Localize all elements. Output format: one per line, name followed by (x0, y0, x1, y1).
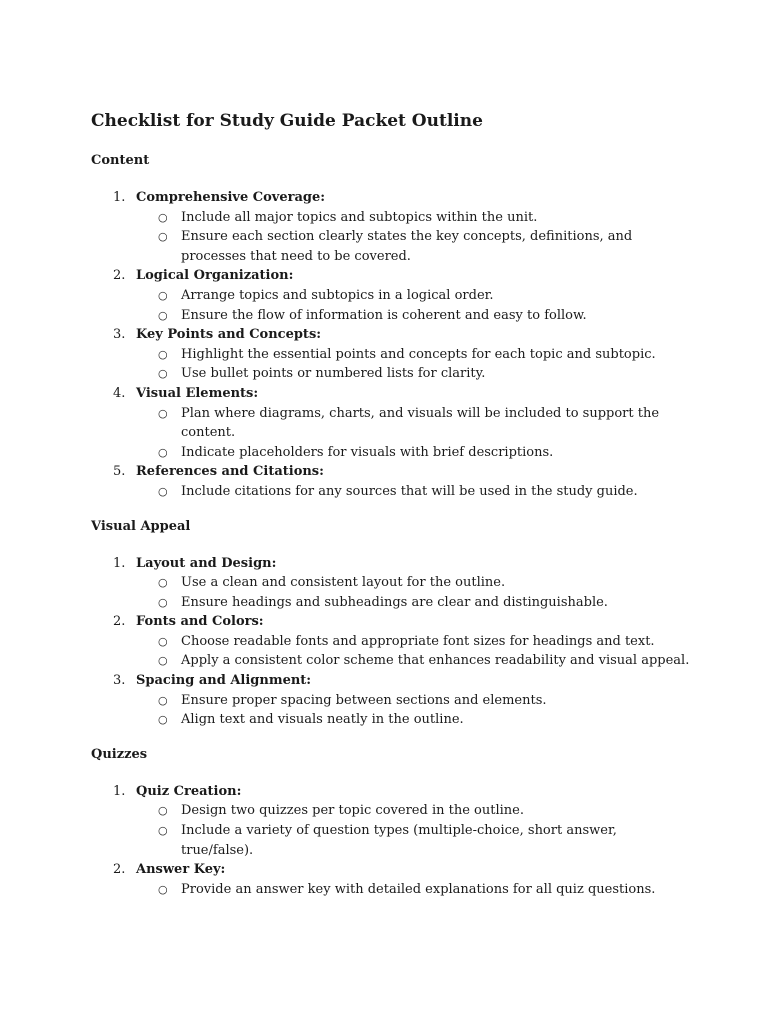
sub-list-item (136, 632, 691, 652)
item-number: 4. (113, 385, 126, 401)
sub-list-item (136, 710, 691, 730)
sub-item-text: Highlight the essential points and concepts for each topic and subtopic. (181, 346, 656, 362)
item-number: 5. (113, 464, 126, 480)
sub-list-item (136, 880, 691, 900)
item-number: 1. (113, 190, 126, 205)
document-title: Checklist for Study Guide Packet Outline (91, 111, 483, 131)
sub-item-text: Choose readable fonts and appropriate font sizes for headings and text. (181, 633, 655, 649)
sub-item-text: Arrange topics and subtopics in a logical order. (181, 287, 494, 303)
sub-list (136, 573, 691, 612)
list-item (91, 612, 691, 671)
sub-item-text: Include citations for any sources that will be used in the study guide. (181, 483, 638, 499)
item-title: Quiz Creation: (136, 783, 242, 799)
sub-list-item (136, 364, 691, 384)
item-number: 1. (113, 783, 126, 799)
item-title: Fonts and Colors: (136, 614, 264, 630)
item-title: Key Points and Concepts: (136, 327, 322, 343)
item-number: 2. (113, 268, 126, 284)
sub-list (136, 801, 691, 860)
sub-list-item (136, 286, 691, 306)
item-number: 1. (113, 555, 126, 571)
item-number: 2. (113, 614, 126, 630)
sub-item-text: Include a variety of question types (multiple-choice, short answer, true/false). (181, 823, 617, 858)
numbered-list (91, 188, 691, 502)
sub-list (136, 880, 691, 900)
item-title: Answer Key: (136, 862, 226, 878)
circle-bullet-icon: ○ (158, 445, 168, 459)
sub-item-text: Provide an answer key with detailed explanations for all quiz questions. (181, 881, 656, 897)
sub-item-text: Ensure the flow of information is coherent and easy to follow. (181, 307, 587, 323)
list-item (91, 188, 691, 266)
list-item (91, 384, 691, 462)
sub-list-item (136, 306, 691, 326)
sub-list (136, 632, 691, 671)
sub-item-text: Use a clean and consistent layout for the outline. (181, 575, 506, 591)
item-number: 3. (113, 327, 126, 343)
sub-list-item (136, 801, 691, 821)
item-title: Visual Elements: (136, 385, 259, 401)
sub-list-item (136, 404, 691, 443)
list-item (91, 671, 691, 730)
sub-list-item (136, 593, 691, 613)
list-item (91, 860, 691, 899)
sub-item-text: Use bullet points or numbered lists for clarity. (181, 366, 486, 382)
circle-bullet-icon: ○ (158, 824, 168, 838)
sub-list-item (136, 482, 691, 502)
section-heading: Content (91, 153, 150, 168)
sub-item-text: Indicate placeholders for visuals with brief descriptions. (181, 444, 554, 460)
sub-item-text: Apply a consistent color scheme that enhances readability and visual appeal. (181, 653, 690, 669)
sub-list-item (136, 208, 691, 228)
circle-bullet-icon: ○ (158, 308, 168, 322)
sub-list-item (136, 443, 691, 463)
circle-bullet-icon: ○ (158, 230, 168, 244)
list-item (91, 462, 691, 501)
sub-item-text: Align text and visuals neatly in the outline. (181, 712, 464, 728)
sub-item-text: Design two quizzes per topic covered in the outline. (181, 803, 524, 819)
numbered-list (91, 782, 691, 900)
sub-list (136, 286, 691, 325)
circle-bullet-icon: ○ (158, 654, 168, 668)
list-item (91, 782, 691, 860)
sub-list (136, 404, 691, 463)
circle-bullet-icon: ○ (158, 576, 168, 590)
circle-bullet-icon: ○ (158, 804, 168, 818)
sub-list-item (136, 345, 691, 365)
sub-list-item (136, 821, 691, 860)
circle-bullet-icon: ○ (158, 288, 168, 302)
circle-bullet-icon: ○ (158, 595, 168, 609)
circle-bullet-icon: ○ (158, 347, 168, 361)
circle-bullet-icon: ○ (158, 882, 168, 896)
sub-list-item (136, 691, 691, 711)
circle-bullet-icon: ○ (158, 210, 168, 224)
item-number: 3. (113, 673, 126, 689)
item-title: Spacing and Alignment: (136, 673, 312, 689)
sub-item-text: Plan where diagrams, charts, and visuals will be included to support the content. (181, 405, 660, 441)
sub-list-item (136, 651, 691, 671)
item-title: Layout and Design: (136, 555, 277, 571)
circle-bullet-icon: ○ (158, 634, 168, 648)
item-title: Comprehensive Coverage: (136, 190, 326, 205)
circle-bullet-icon: ○ (158, 713, 168, 727)
sub-item-text: Ensure each section clearly states the key concepts, definitions, and processes that need to be covered. (181, 229, 633, 264)
list-item (91, 266, 691, 325)
list-item (91, 554, 691, 613)
circle-bullet-icon: ○ (158, 693, 168, 707)
circle-bullet-icon: ○ (158, 484, 168, 498)
sub-list (136, 208, 691, 267)
sub-list (136, 691, 691, 730)
numbered-list (91, 554, 691, 730)
sub-list (136, 482, 691, 502)
item-title: References and Citations: (136, 464, 324, 480)
item-title: Logical Organization: (136, 268, 294, 284)
list-item (91, 325, 691, 384)
sub-item-text: Ensure headings and subheadings are clear and distinguishable. (181, 594, 608, 610)
sub-list (136, 345, 691, 384)
sub-item-text: Ensure proper spacing between sections and elements. (181, 692, 547, 708)
circle-bullet-icon: ○ (158, 406, 168, 420)
document-content (91, 108, 691, 914)
section-heading: Quizzes (91, 746, 148, 762)
sub-list-item (136, 573, 691, 593)
item-number: 2. (113, 862, 126, 878)
sub-item-text: Include all major topics and subtopics within the unit. (181, 209, 538, 225)
section-heading: Visual Appeal (91, 518, 191, 534)
sub-list-item (136, 227, 691, 266)
circle-bullet-icon: ○ (158, 367, 168, 381)
